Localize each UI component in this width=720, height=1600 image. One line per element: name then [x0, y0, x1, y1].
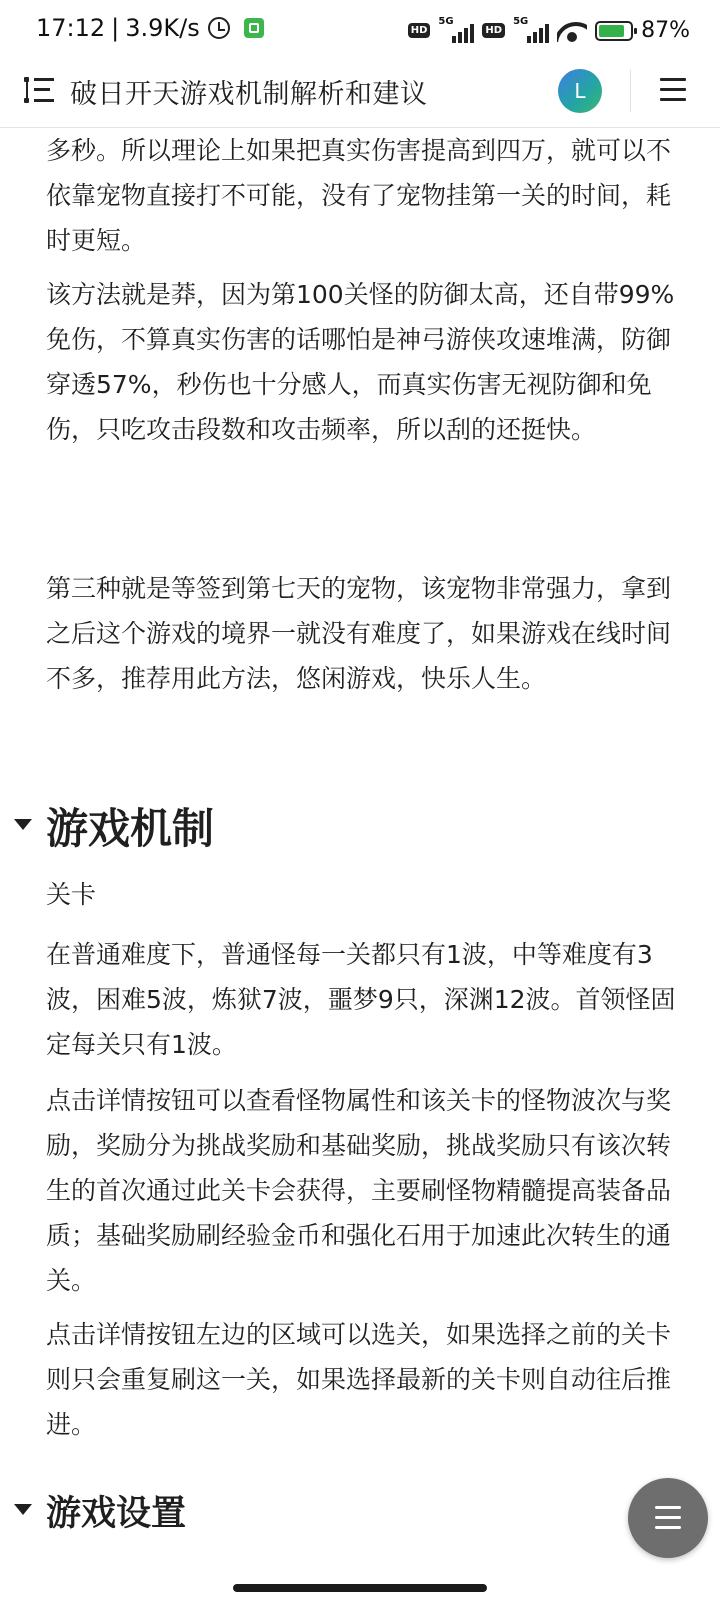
wifi-icon — [557, 20, 587, 42]
paragraph-1: 多秒。所以理论上如果把真实伤害提高到四万，就可以不依靠宠物直接打不可能，没有了宠物挂第一关的时间，耗时更短。 — [46, 136, 672, 255]
app-notification-icon — [244, 18, 264, 38]
battery-percent: 87% — [641, 18, 690, 43]
menu-icon[interactable] — [660, 78, 686, 102]
table-of-contents-icon[interactable] — [24, 77, 54, 103]
status-net-speed: 3.9K/s — [125, 14, 200, 42]
heading-game-settings: 游戏设置 — [46, 1494, 187, 1534]
collapse-caret-icon[interactable] — [14, 819, 32, 830]
status-left — [36, 14, 264, 42]
collapse-caret-icon-2[interactable] — [14, 1504, 32, 1515]
paragraph-6: 点击详情按钮左边的区域可以选关，如果选择之前的关卡则只会重复刷这一关，如果选择最新的关卡则自动往后推进。 — [46, 1320, 672, 1439]
heading-game-mechanics: 游戏机制 — [46, 804, 215, 853]
signal-icon-2: 5G — [513, 19, 549, 43]
paragraph-4: 在普通难度下，普通怪每一关都只有1波，中等难度有3波，困难5波，炼狱7波，噩梦9只，深渊12波。首领怪固定每关只有1波。 — [46, 940, 676, 1059]
home-indicator[interactable] — [233, 1584, 487, 1592]
signal-icon: 5G — [438, 19, 474, 43]
hd-icon-2: HD — [482, 23, 505, 38]
page-title: 破日开天游戏机制解析和建议 — [70, 79, 428, 110]
hd-icon: HD — [408, 23, 431, 38]
avatar[interactable]: L — [558, 69, 602, 113]
status-right — [408, 15, 690, 43]
battery-icon — [595, 21, 633, 41]
outline-fab-button[interactable] — [628, 1478, 708, 1558]
alarm-icon — [208, 17, 230, 39]
subheading-level: 关卡 — [46, 880, 97, 909]
divider — [630, 70, 631, 112]
status-separator: | — [111, 14, 120, 42]
paragraph-3: 第三种就是等签到第七天的宠物，该宠物非常强力，拿到之后这个游戏的境界一就没有难度了，如果游戏在线时间不多，推荐用此方法，悠闲游戏，快乐人生。 — [46, 574, 672, 693]
app-bar — [0, 52, 720, 128]
paragraph-2: 该方法就是莽，因为第100关怪的防御太高，还自带99%免伤，不算真实伤害的话哪怕是神弓游侠攻速堆满，防御穿透57%，秒伤也十分感人，而真实伤害无视防御和免伤，只吃攻击段数和攻击频率，所以刮的还挺快。 — [46, 280, 675, 444]
paragraph-5: 点击详情按钮可以查看怪物属性和该关卡的怪物波次与奖励，奖励分为挑战奖励和基础奖励，挑战奖励只有该次转生的首次通过此关卡会获得，主要刷怪物精髓提高装备品质；基础奖励刷经验金币和强化石用于加速此次转生的通关。 — [46, 1086, 672, 1295]
status-time: 17:12 — [36, 14, 106, 42]
